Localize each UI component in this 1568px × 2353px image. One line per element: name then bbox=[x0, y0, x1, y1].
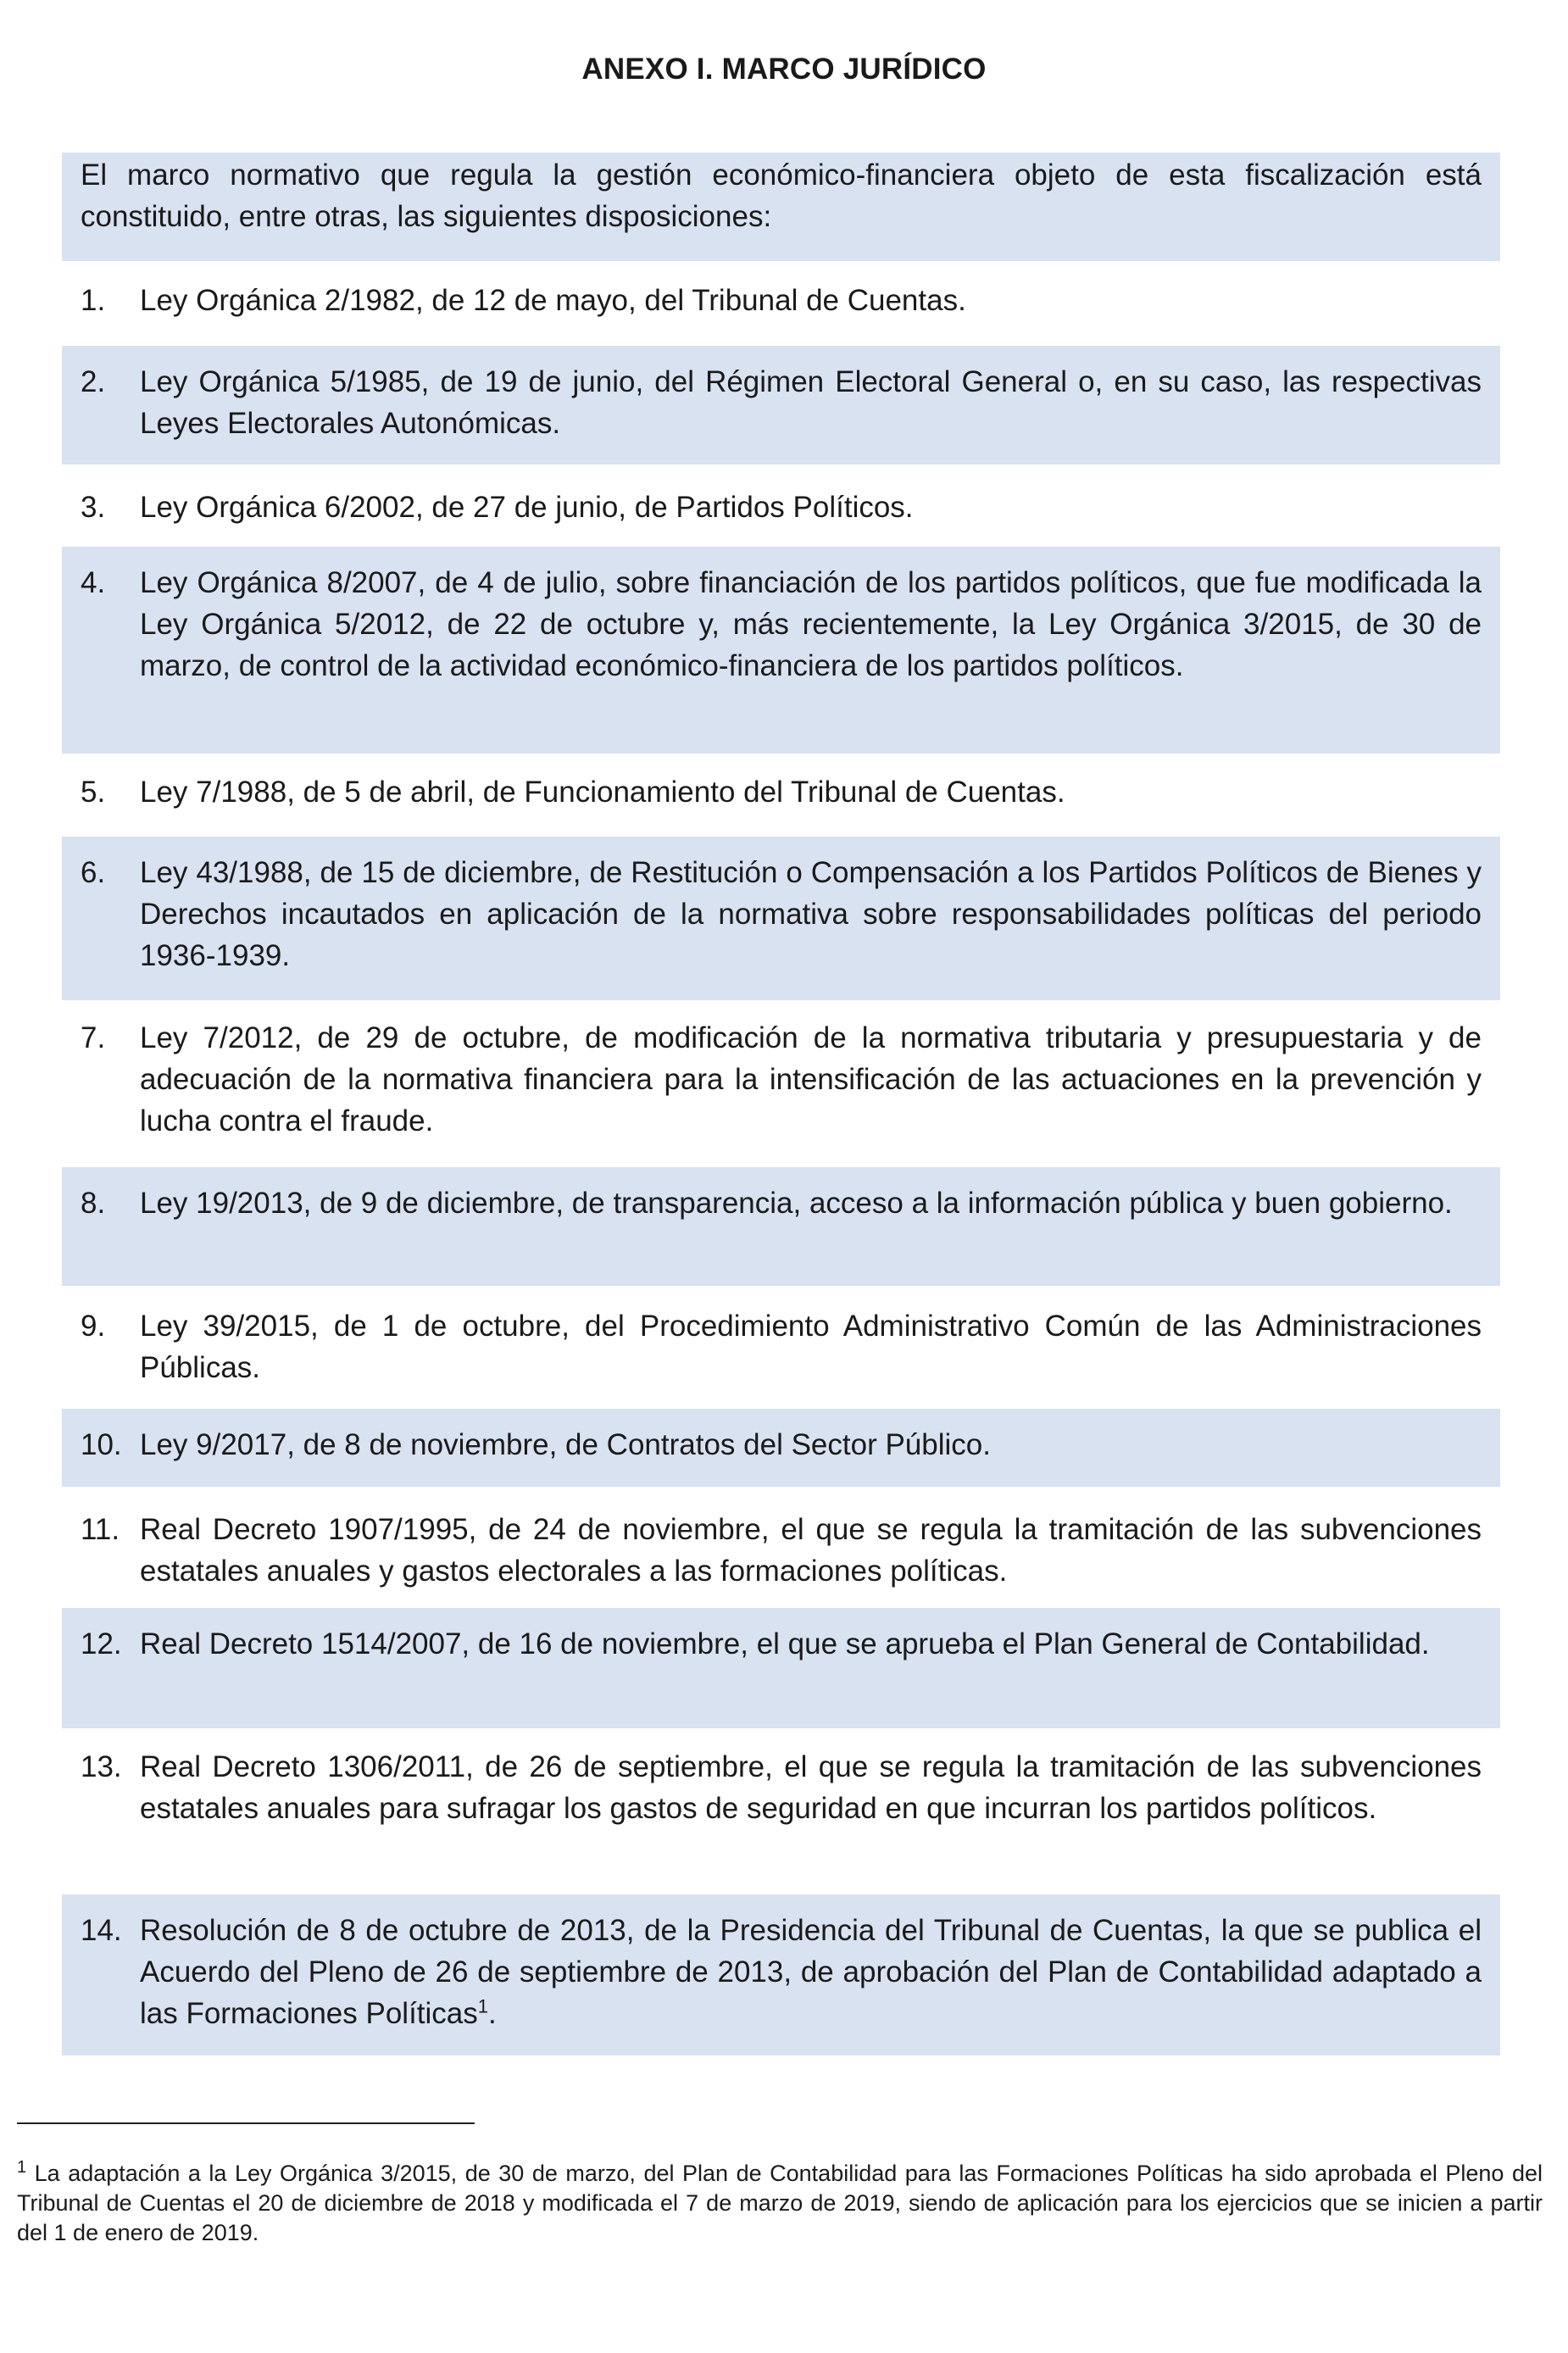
intro-block bbox=[62, 153, 1500, 261]
list-item bbox=[62, 1509, 1500, 1594]
list-item bbox=[62, 1894, 1500, 2055]
list-item bbox=[62, 1017, 1500, 1149]
item-text: Ley Orgánica 8/2007, de 4 de julio, sobre financiación de los partidos políticos, que fue modificada la Ley Orgánica 5/2012, de 22 de octubre y, más recientemente, la Ley Orgánica 3/2015, de 30 de marzo, de control de la actividad económico-financiera de los partidos políticos. bbox=[140, 566, 1482, 682]
item-text-body: Resolución de 8 de octubre de 2013, de la Presidencia del Tribunal de Cuentas, la que se publica el Acuerdo del Pleno de 26 de septiembre de 2013, de aprobación del Plan de Contabilidad adaptado a las Formaciones Políticas bbox=[140, 1914, 1482, 2030]
item-text: Ley 43/1988, de 15 de diciembre, de Restitución o Compensación a los Partidos Políticos de Bienes y Derechos incautados en aplicación de la normativa sobre responsabilidades políticas del periodo 1936-1939. bbox=[140, 856, 1482, 972]
item-text bbox=[140, 1910, 1482, 2034]
list-item bbox=[62, 1608, 1500, 1728]
item-number: 5. bbox=[81, 776, 106, 809]
list-item bbox=[62, 280, 1500, 326]
list-item bbox=[62, 837, 1500, 1000]
item-text: Ley Orgánica 2/1982, de 12 de mayo, del Tribunal de Cuentas. bbox=[140, 284, 966, 317]
footnote-mark: 1 bbox=[17, 2158, 27, 2177]
list-item bbox=[62, 487, 1500, 533]
item-number: 12. bbox=[81, 1627, 122, 1660]
intro-text: El marco normativo que regula la gestión económico-financiera objeto de esta fiscalización está constituido, entre otras, las siguientes disposiciones: bbox=[81, 159, 1482, 233]
item-text: Ley Orgánica 5/1985, de 19 de junio, del Régimen Electoral General o, en su caso, las respectivas Leyes Electorales Autonómicas. bbox=[140, 365, 1482, 440]
item-text: Ley 9/2017, de 8 de noviembre, de Contratos del Sector Público. bbox=[140, 1428, 991, 1461]
item-text: Ley 7/1988, de 5 de abril, de Funcionamiento del Tribunal de Cuentas. bbox=[140, 776, 1065, 809]
footnote bbox=[17, 2159, 1543, 2248]
item-number: 7. bbox=[81, 1021, 106, 1054]
list-item bbox=[62, 547, 1500, 754]
item-number: 11. bbox=[81, 1513, 120, 1546]
item-text: Ley 7/2012, de 29 de octubre, de modificación de la normativa tributaria y presupuestaria y de adecuación de la normativa financiera para la intensificación de las actuaciones en la prevención y lucha contra el fraude. bbox=[140, 1021, 1482, 1138]
list-item bbox=[62, 1746, 1500, 1873]
footnote-separator bbox=[17, 2122, 475, 2124]
item-text-end: . bbox=[488, 1997, 497, 2030]
page-title: ANEXO I. MARCO JURÍDICO bbox=[581, 53, 987, 86]
item-number: 9. bbox=[81, 1310, 106, 1343]
item-number: 13. bbox=[81, 1750, 122, 1783]
list-item bbox=[62, 346, 1500, 464]
item-number: 3. bbox=[81, 491, 106, 524]
footnote-reference[interactable]: 1 bbox=[477, 1995, 489, 2017]
item-number: 8. bbox=[81, 1187, 106, 1220]
item-number: 1. bbox=[81, 284, 106, 317]
item-text: Ley 19/2013, de 9 de diciembre, de transparencia, acceso a la información pública y buen gobierno. bbox=[140, 1187, 1453, 1220]
list-item bbox=[62, 1409, 1500, 1487]
footnote-text: La adaptación a la Ley Orgánica 3/2015, de 30 de marzo, del Plan de Contabilidad para las Formaciones Políticas ha sido aprobada el Pleno del Tribunal de Cuentas el 20 de diciembre de 2018 y modificada el 7 de marzo de 2019, siendo de aplicación para los ejercicios que se inicien a partir del 1 de enero de 2019. bbox=[17, 2161, 1543, 2245]
item-number: 14. bbox=[81, 1914, 122, 1947]
list-item bbox=[62, 1167, 1500, 1286]
list-item bbox=[62, 1305, 1500, 1390]
item-text: Ley 39/2015, de 1 de octubre, del Procedimiento Administrativo Común de las Administraciones Públicas. bbox=[140, 1310, 1482, 1384]
item-text: Real Decreto 1514/2007, de 16 de noviembre, el que se aprueba el Plan General de Contabilidad. bbox=[140, 1627, 1430, 1660]
item-number: 2. bbox=[81, 365, 106, 398]
item-text: Ley Orgánica 6/2002, de 27 de junio, de Partidos Políticos. bbox=[140, 491, 914, 524]
list-item bbox=[62, 771, 1500, 818]
item-text: Real Decreto 1306/2011, de 26 de septiembre, el que se regula la tramitación de las subvenciones estatales anuales para sufragar los gastos de seguridad en que incurran los partidos políticos. bbox=[140, 1750, 1482, 1825]
item-number: 4. bbox=[81, 566, 106, 599]
item-text: Real Decreto 1907/1995, de 24 de noviembre, el que se regula la tramitación de las subvenciones estatales anuales y gastos electorales a las formaciones políticas. bbox=[140, 1513, 1482, 1588]
item-number: 6. bbox=[81, 856, 106, 889]
item-number: 10. bbox=[81, 1428, 122, 1461]
